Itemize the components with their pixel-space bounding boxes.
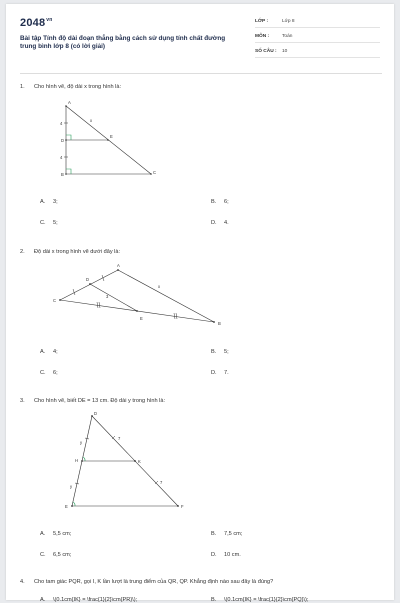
label-a: A [68, 100, 71, 105]
meta-key: LỚP : [255, 19, 269, 24]
meta-key: MÔN : [255, 34, 270, 39]
label-c: C [53, 298, 57, 303]
site-logo[interactable]: $2048^{vn}$ [20, 17, 53, 29]
meta-row-subject [255, 32, 380, 43]
label-b: B [61, 172, 64, 177]
option-a[interactable]: A. 5,5 cm; [40, 531, 72, 537]
option-d[interactable]: D. 7. [211, 370, 229, 376]
figure-question-2 [46, 262, 226, 332]
divider [20, 73, 382, 74]
label-7-top: 7 [118, 436, 121, 441]
label-k: K [138, 459, 141, 464]
page-title: Bài tập Tính độ dài đoạn thẳng bằng cách sử dụng tính chất đường trung bình lớp 8 (có lời giải) [20, 35, 226, 51]
meta-key: SỐ CÂU : [255, 49, 277, 54]
label-f: F [181, 504, 184, 509]
option-d[interactable]: D. 4. [211, 220, 229, 226]
meta-value: Lớp 8 [282, 19, 295, 24]
question-text: Cho hình vẽ, độ dài x trong hình là: [34, 84, 122, 90]
question-number: 4. [20, 579, 25, 585]
option-c[interactable]: C. 6,5 cm; [40, 552, 72, 558]
question-number: 1. [20, 84, 25, 90]
label-h: H [75, 458, 79, 463]
option-b[interactable]: B. 5; [211, 349, 229, 355]
option-a[interactable]: A. 3; [40, 199, 58, 205]
option-a[interactable]: A. 4; [40, 349, 58, 355]
label-d: D [61, 138, 65, 143]
label-e: E [140, 316, 143, 321]
label-c: C [153, 170, 157, 175]
question-number: 3. [20, 398, 25, 404]
label-d: D [94, 411, 98, 416]
meta-row-count [255, 47, 380, 58]
option-b[interactable]: B. \(0.1cm{IK} = \frac{1}{2}\cm{PQ}\); [211, 597, 309, 603]
label-x: x [90, 118, 93, 123]
option-d[interactable]: D. 10 cm. [211, 552, 241, 558]
option-b[interactable]: B. 6; [211, 199, 229, 205]
document-page [6, 4, 394, 603]
option-c[interactable]: C. 6; [40, 370, 58, 376]
figure-question-1 [46, 98, 166, 182]
figure-question-3 [46, 410, 196, 516]
label-y-bottom: y [70, 484, 73, 489]
label-x: x [158, 284, 161, 289]
label-4-top: 4 [60, 121, 63, 126]
option-c[interactable]: C. 5; [40, 220, 58, 226]
label-4-bottom: 4 [60, 155, 63, 160]
question-text: Độ dài x trong hình vẽ dưới đây là: [34, 249, 121, 255]
option-a[interactable]: A. \(0.1cm{IK} = \frac{1}{2}\cm{PR}\); [40, 597, 138, 603]
option-b[interactable]: B. 7,5 cm; [211, 531, 243, 537]
meta-row-grade [255, 17, 380, 28]
question-text: Cho hình vẽ, biết DE = 13 cm. Độ dài y trong hình là: [34, 398, 166, 404]
label-e: E [110, 134, 113, 139]
question-text: Cho tam giác PQR, gọi I, K lần lượt là trung điểm của QR, QP. Khẳng định nào sau đây là đúng? [34, 579, 274, 585]
meta-value: 10 [282, 49, 288, 54]
label-b: B [218, 321, 221, 326]
meta-value: Toán [282, 34, 293, 39]
label-d: D [86, 277, 90, 282]
label-y-top: y [80, 440, 83, 445]
label-e: E [65, 504, 68, 509]
question-number: 2. [20, 249, 25, 255]
label-a: A [117, 263, 120, 268]
label-3: 3 [106, 294, 109, 299]
label-7-bottom: 7 [160, 480, 163, 485]
